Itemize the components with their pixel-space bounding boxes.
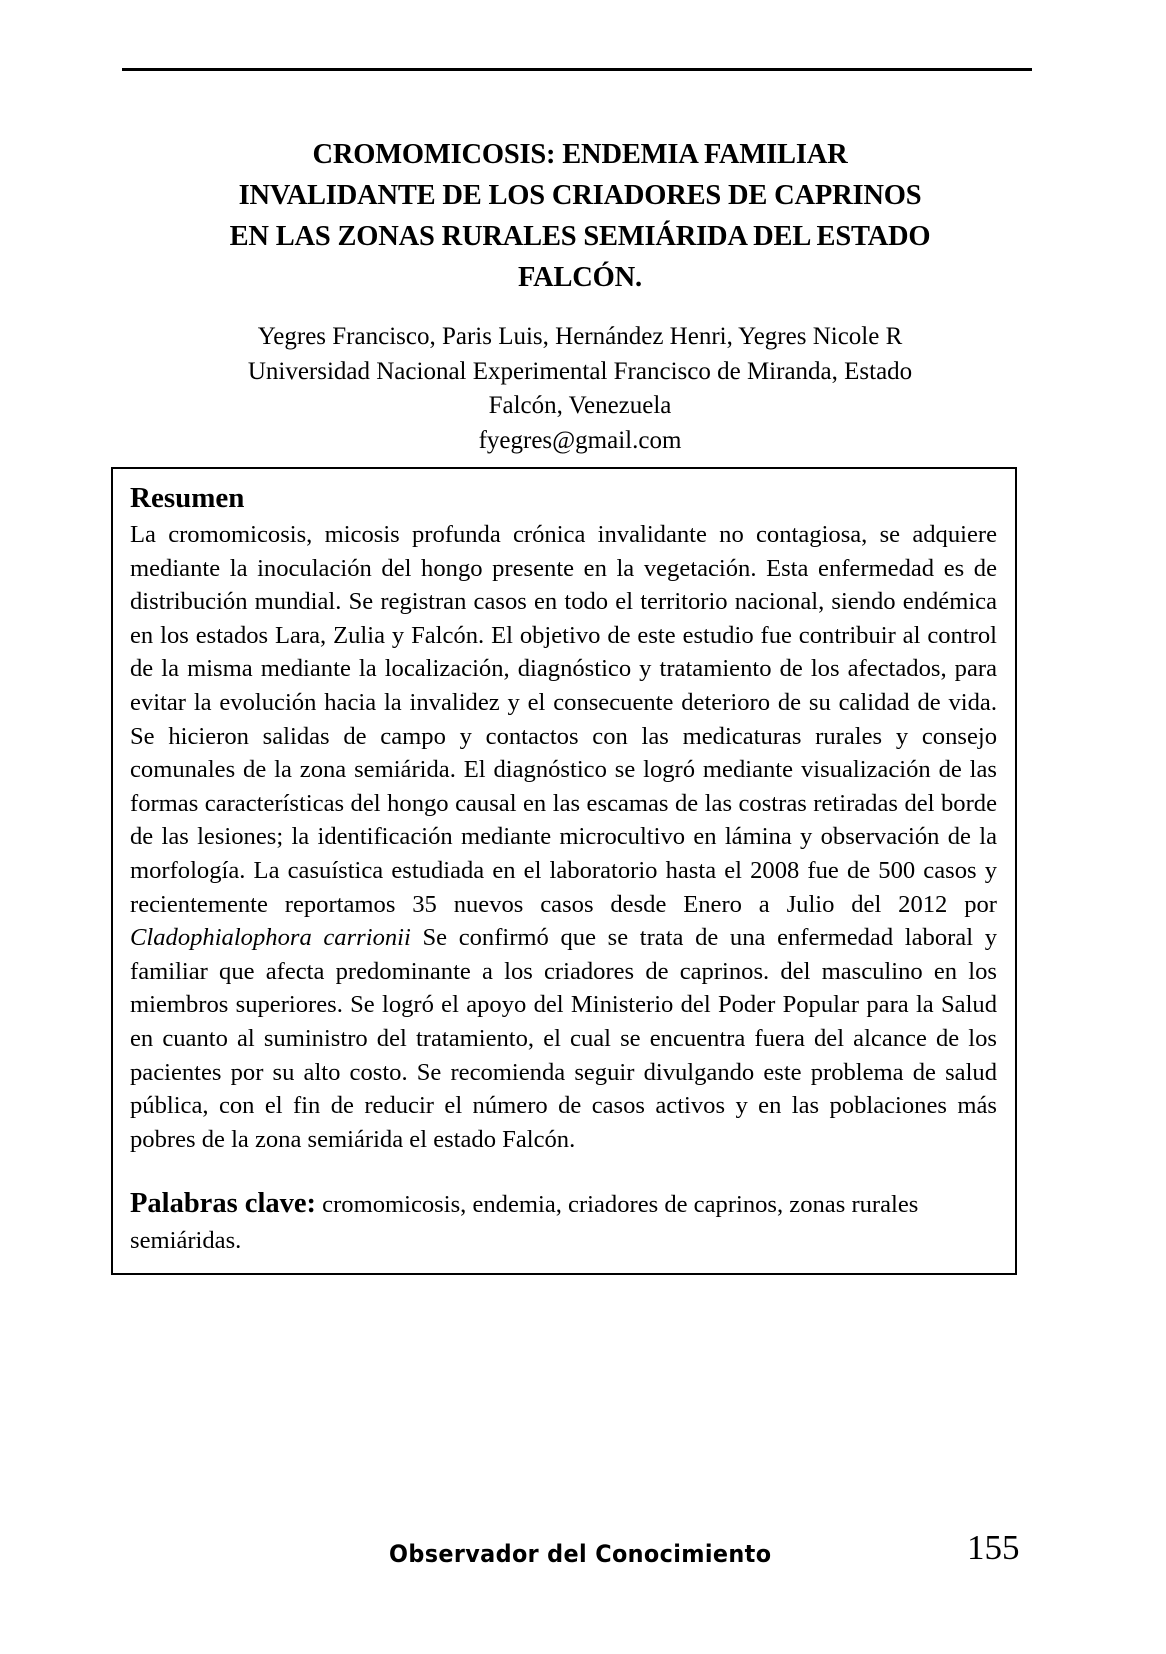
keywords-label: Palabras clave: bbox=[130, 1188, 317, 1220]
footer-page-number: 155 bbox=[967, 1528, 1020, 1567]
title-line-2: INVALIDANTE DE LOS CRIADORES DE CAPRINOS bbox=[238, 180, 922, 211]
author-affiliation-line-1: Universidad Nacional Experimental Francisco de Miranda, Estado bbox=[247, 357, 913, 385]
footer-journal-name: Observador del Conocimiento bbox=[389, 1540, 772, 1568]
author-affiliation-line-2: Falcón, Venezuela bbox=[488, 392, 672, 419]
abstract-species-name: Cladophialophora carrionii bbox=[130, 924, 411, 952]
title-line-3: EN LAS ZONAS RURALES SEMIÁRIDA DEL ESTADO bbox=[229, 221, 931, 252]
header-rule bbox=[122, 68, 1032, 71]
abstract-heading: Resumen bbox=[130, 482, 245, 514]
title-line-1: CROMOMICOSIS: ENDEMIA FAMILIAR bbox=[312, 139, 848, 170]
title-line-4: FALCÓN. bbox=[518, 262, 642, 293]
keywords-values: cromomicosis, endemia, criadores de caprinos, zonas rurales semiáridas. bbox=[130, 1191, 919, 1255]
author-block bbox=[130, 320, 1030, 458]
page-title bbox=[130, 134, 1030, 298]
abstract-box bbox=[111, 467, 1017, 1275]
keywords-line bbox=[130, 1186, 997, 1259]
abstract-text-part-1: La cromomicosis, micosis profunda crónica invalidante no contagiosa, se adquiere mediante la inoculación del hongo presente en la vegetación. Esta enfermedad es de distribución mundial. Se registran casos en todo el territorio nacional, siendo endémica en los estados Lara, Zulia y Falcón. El objetivo de este estudio fue contribuir al control de la misma mediante la localización, diagnóstico y tratamiento de los afectados, para evitar la evolución hacia la invalidez y el consecuente deterioro de su calidad de vida. Se hicieron salidas de campo y contactos con las medicaturas rurales y consejo comunales de la zona semiárida. El diagnóstico se logró mediante visualización de las formas características del hongo causal en las escamas de las costras retiradas del borde de las lesiones; la identificación mediante microcultivo en lámina y observación de la morfología. La casuística estudiada en el laboratorio hasta el 2008 fue de 500 casos y recientemente reportamos 35 nuevos casos desde Enero a Julio del 2012 por bbox=[130, 521, 997, 918]
abstract-text-part-2: Se confirmó que se trata de una enfermedad laboral y familiar que afecta predominante a los criadores de caprinos. del masculino en los miembros superiores. Se logró el apoyo del Ministerio del Poder Popular para la Salud en cuanto al suministro del tratamiento, el cual se encuentra fuera del alcance de los pacientes por su alto costo. Se recomienda seguir divulgando este problema de salud pública, con el fin de reducir el número de casos activos y en las poblaciones más pobres de la zona semiárida el estado Falcón. bbox=[130, 924, 997, 1153]
author-names: Yegres Francisco, Paris Luis, Hernández Henri, Yegres Nicole R bbox=[257, 323, 903, 350]
abstract-body bbox=[130, 518, 997, 1156]
author-email: fyegres@gmail.com bbox=[478, 426, 682, 454]
